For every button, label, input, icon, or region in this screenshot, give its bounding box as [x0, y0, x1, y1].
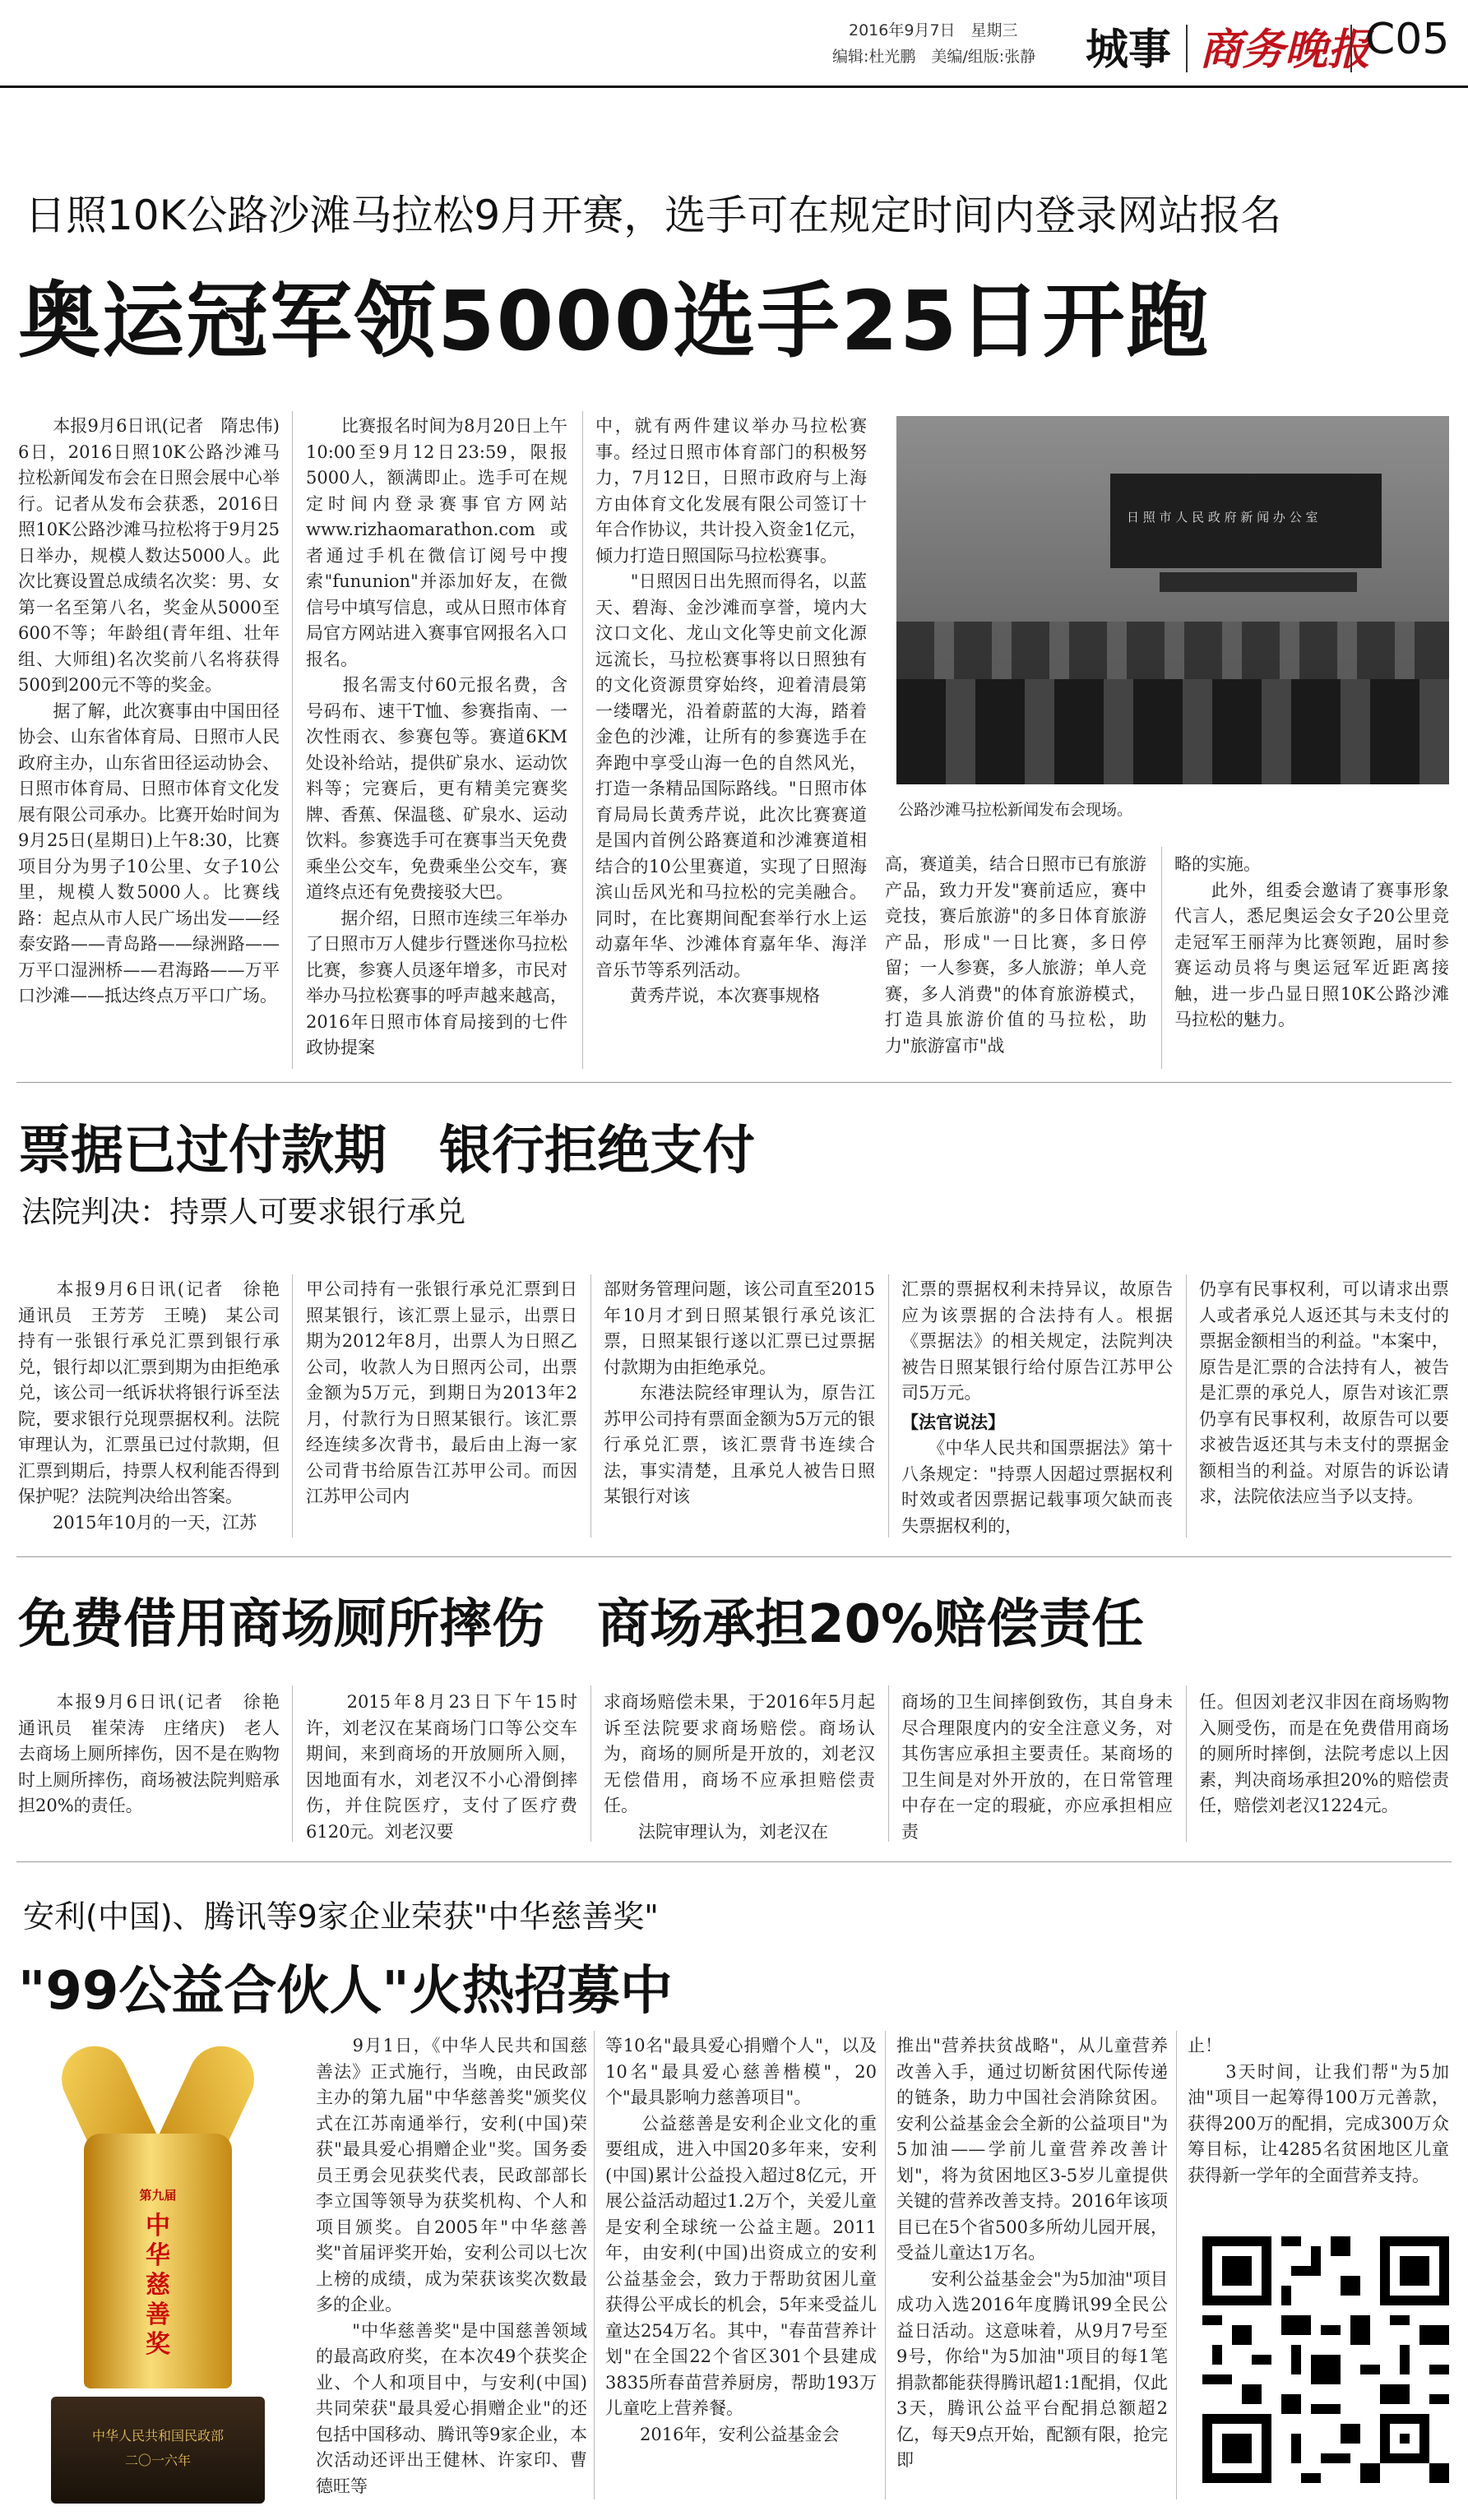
speaker-table: [1160, 572, 1357, 592]
section-title: 城事: [1086, 25, 1172, 75]
trophy-award-char: 慈: [146, 2271, 170, 2300]
issue-date: 2016年9月7日 星期三: [849, 21, 1018, 39]
story3-column-1: 本报9月6日讯(记者 徐艳 通讯员 崔荣涛 庄绪庆) 老人去商场上厕所摔伤，因不是在购物时上厕所摔伤，商场被法院判赔承担20%的责任。: [18, 1692, 297, 1815]
qr-code-icon: [1202, 2236, 1449, 2483]
section-rule: [16, 1556, 1452, 1557]
section-rule: [16, 1861, 1452, 1862]
column-divider: [885, 2031, 886, 2499]
column-divider: [888, 1685, 889, 1842]
backdrop-banner-text: 日 照 市 人 民 政 府 新 闻 办 公 室: [1127, 510, 1318, 525]
trophy-award-char: 中: [146, 2212, 170, 2240]
story3-column-4: 商场的卫生间摔倒致伤，其自身未尽合理限度内的安全注意义务，对其伤害应承担主要责任。某商场的卫生间是对外开放的，在日常管理中存在一定的瑕疵，亦应承担相应责: [901, 1692, 1173, 1842]
paper-logo: 商务晚报: [1199, 25, 1371, 75]
story2-subhead: 法院判决：持票人可要求银行承兑: [21, 1195, 466, 1229]
column-divider: [1176, 2031, 1177, 2499]
column-divider: [1186, 1685, 1187, 1842]
section-rule: [16, 1082, 1452, 1083]
story3-headline: 免费借用商场厕所摔伤 商场承担20%赔偿责任: [18, 1594, 1145, 1655]
trophy-award-char: 善: [146, 2300, 170, 2329]
story2-column-2: 甲公司持有一张银行承兑汇票到日照某银行，该汇票上显示，出票日期为2012年8月，出票人为日照乙公司，收款人为日照丙公司，出票金额为5万元，到期日为2013年2月，付款行为日照某银行。该汇票经连续多次背书，最后由上海一家公司背书给原告江苏甲公司。而因江苏甲公司内: [306, 1279, 577, 1506]
trophy-award-char: 华: [146, 2241, 170, 2270]
column-divider: [590, 1274, 591, 1537]
press-conference-photo: [896, 416, 1449, 784]
masthead-rule: [0, 86, 1468, 88]
story3-column-2: 2015年8月23日下午15时许，刘老汉在某商场门口等公交车期间，来到商场的开放厕所入厕，因地面有水，刘老汉不小心滑倒摔伤，并住院医疗，支付了医疗费6120元。刘老汉要: [306, 1692, 577, 1842]
column-divider: [888, 1274, 889, 1537]
story3-column-5: 任。但因刘老汉非因在商场购物入厕受伤，而是在免费借用商场的厕所时摔倒，法院考虑以上因素，判决商场承担20%的赔偿责任，赔偿刘老汉1224元。: [1199, 1692, 1449, 1815]
audience-front-rows: [896, 679, 1449, 784]
trophy-award-char: 奖: [146, 2330, 170, 2359]
trophy-photo: [18, 2043, 298, 2508]
column-divider: [582, 411, 583, 1069]
column-divider: [1161, 847, 1162, 1069]
story2-column-4b: 《中华人民共和国票据法》第十八条规定："持票人因超过票据权利时效或者因票据记载事项欠缺而丧失票据权利的，: [901, 1438, 1173, 1536]
trophy-base-year: 二〇一六年: [124, 2453, 191, 2468]
masthead-divider: [1350, 25, 1352, 72]
story4-column-2: 等10名"最具爱心捐赠个人"，以及10名"最具爱心慈善楷模"，20个"最具影响力慈善项目"。 公益慈善是安利企业文化的重要组成，进入中国20多年来，安利(中国)累计公益投入超过8亿元，开展公益活动超过1.2万个，关爱儿童是安利全球统一公益主题。2011年，由安利(中国)出资成立的安利公益基金会，致力于帮助贫困儿童获得公平成长的机会，5年来受益儿童达254万名。其中，"春苗营养计划"在全国22个省区301个县建成3835所春苗营养厨房，帮助193万儿童吃上营养餐。 2016年，安利公益基金会: [605, 2036, 877, 2444]
story4-column-3: 推出"营养扶贫战略"，从儿童营养改善入手，通过切断贫困代际传递的链条，助力中国社会消除贫困。安利公益基金会全新的公益项目"为5加油——学前儿童营养改善计划"，将为贫困地区3-5岁儿童提供关键的营养改善支持。2016年该项目已在5个省500多所幼儿园开展，受益儿童达1万名。 安利公益基金会"为5加油"项目成功入选2016年度腾讯99全民公益日活动。这意味着，从9月7号至9号，你给"为5加油"项目的每1笔捐款都能获得腾讯超1:1配捐，仅此3天，腾讯公益平台配捐总额超2亿，每天9点开始，配额有限，抢完即: [896, 2036, 1168, 2470]
story1-column-3: 中，就有两件建议举办马拉松赛事。经过日照市体育部门的积极努力，7月12日，日照市政府与上海方由体育文化发展有限公司签订十年合作协议，共计投入资金1亿元，倾力打造日照国际马拉松赛事。 "日照因日出先照而得名，以蓝天、碧海、金沙滩而享誉，境内大汶口文化、龙山文化等史前文化源远流长，马拉松赛事将以日照独有的文化资源贯穿始终，迎着清晨第一缕曙光，沿着蔚蓝的大海，踏着金色的沙滩，让所有的参赛选手在奔跑中享受山海一色的自然风光，打造一条精品国际路线。"日照市体育局局长黄秀芹说，此次比赛赛道是国内首例公路赛道和沙滩赛道相结合的10公里赛道，实现了日照海滨山岳风光和马拉松的完美融合。同时，在比赛期间配套举行水上运动嘉年华、沙滩体育嘉年华、海洋音乐节等系列活动。 黄秀芹说，本次赛事规格: [595, 416, 867, 1006]
story4-kicker: 安利(中国)、腾讯等9家企业荣获"中华慈善奖": [23, 1898, 659, 1935]
story1-kicker: 日照10K公路沙滩马拉松9月开赛，选手可在规定时间内登录网站报名: [25, 192, 1282, 239]
story1-headline: 奥运冠军领5000选手25日开跑: [18, 273, 1211, 369]
story4-column-4: 止！ 3天时间，让我们帮"为5加油"项目一起筹得100万元善款，获得200万的配捐，完成300万众筹目标，让4285名贫困地区儿童获得新一学年的全面营养支持。: [1188, 2036, 1449, 2185]
column-divider: [292, 1685, 293, 1842]
story1-column-5: 略的实施。 此外，组委会邀请了赛事形象代言人，悉尼奥运会女子20公里竞走冠军王丽萍为比赛领跑，届时参赛运动员将与奥运冠军近距离接触，进一步凸显日照10K公路沙滩马拉松的魅力。: [1174, 854, 1449, 1029]
qr-code[interactable]: [1202, 2236, 1449, 2483]
column-divider: [594, 2031, 595, 2499]
story1-column-1: 本报9月6日讯(记者 隋忠伟) 6日，2016日照10K公路沙滩马拉松新闻发布会在日照会展中心举行。记者从发布会获悉，2016日照10K公路沙滩马拉松将于9月25日举办，规模人数达5000人。此次比赛设置总成绩名次奖：男、女第一名至第八名，奖金从5000至600不等；年龄组(青年组、壮年组、大师组)名次奖前八名将获得500到200元不等的奖金。 据了解，此次赛事由中国田径协会、山东省体育局、日照市人民政府主办，山东省田径运动协会、日照市体育局、日照市体育文化发展有限公司承办。比赛开始时间为9月25日(星期日)上午8:30，比赛项目分为男子10公里、女子10公里，规模人数5000人。比赛线路：起点从市人民广场出发——经泰安路——青岛路——绿洲路——万平口湿洲桥——君海路——万平口沙滩——抵达终点万平口广场。: [18, 416, 280, 1006]
column-divider: [590, 1685, 591, 1842]
page-number: C05: [1365, 15, 1450, 64]
story3-column-3: 求商场赔偿未果，于2016年5月起诉至法院要求商场赔偿。商场认为，商场的厕所是开放的，刘老汉无偿借用，商场不应承担赔偿责任。 法院审理认为，刘老汉在: [604, 1692, 875, 1842]
judge-says-label: 【法官说法】: [901, 1413, 1005, 1432]
column-divider: [1186, 1274, 1187, 1537]
story2-column-5: 仍享有民事权利，可以请求出票人或者承兑人返还其与未支付的票据金额相当的利益。"本案中，原告是汇票的合法持有人，被告是汇票的承兑人，原告对该汇票仍享有民事权利，故原告可以要求被告返还其与未支付的票据金额相当的利益。对原告的诉讼请求，法院依法应当予以支持。: [1199, 1279, 1449, 1506]
masthead-divider: [1186, 25, 1188, 72]
column-divider: [292, 411, 293, 1069]
trophy-base-label: 中华人民共和国民政部: [91, 2428, 224, 2444]
story1-column-2: 比赛报名时间为8月20日上午10:00至9月12日23:59，限报5000人，额满即止。选手可在规定时间内登录赛事官方网站www.rizhaomarathon.com或者通过手机在微信订阅号中搜索"fununion"并添加好友，在微信号中填写信息，或从日照市体育局官方网站进入赛事官网报名入口报名。 报名需支付60元报名费，含号码布、速干T恤、参赛指南、一次性雨衣、参赛包等。赛道6KM处设补给站，提供矿泉水、运动饮料等；完赛后，更有精美完赛奖牌、香蕉、保温毯、矿泉水、运动饮料。参赛选手可在赛事当天免费乘坐公交车，免费乘坐公交车，赛道终点还有免费接驳大巴。 据介绍，日照市连续三年举办了日照市万人健步行暨迷你马拉松比赛，参赛人员逐年增多，市民对举办马拉松赛事的呼声越来越高，2016年日照市体育局接到的七件政协提案: [306, 416, 567, 1057]
story1-column-4: 高，赛道美，结合日照市已有旅游产品，致力开发"赛前适应，赛中竞技，赛后旅游"的多日体育旅游产品，形成"一日比赛，多日停留；一人参赛，多人旅游；单人竞赛，多人消费"的体育旅游模式，打造具旅游价值的马拉松，助力"旅游富市"战: [885, 854, 1146, 1056]
trophy-year-label: 第九届: [139, 2188, 177, 2203]
photo-caption: 公路沙滩马拉松新闻发布会现场。: [898, 801, 1133, 819]
story2-column-3: 部财务管理问题，该公司直至2015年10月才到日照某银行承兑该汇票，日照某银行遂以汇票已过票据付款期为由拒绝承兑。 东港法院经审理认为，原告江苏甲公司持有票面金额为5万元的银行承兑汇票，该汇票背书连续合法，事实清楚，且承兑人被告日照某银行对该: [604, 1279, 875, 1506]
story4-column-1: 9月1日，《中华人民共和国慈善法》正式施行，当晚，由民政部主办的第九届"中华慈善奖"颁奖仪式在江苏南通举行，安利(中国)荣获"最具爱心捐赠企业"奖。国务委员王勇会见获奖代表，民政部部长李立国等领导为获奖机构、个人和项目颁奖。自2005年"中华慈善奖"首届评奖开始，安利公司以七次上榜的成绩，成为荣获该奖次数最多的企业。 "中华慈善奖"是中国慈善领域的最高政府奖，在本次49个获奖企业、个人和项目中，与安利(中国)共同荣获"最具爱心捐赠企业"的还包括中国移动、腾讯等9家企业，本次活动还评出王健林、许家印、曹德旺等: [316, 2036, 587, 2496]
story2-column-1: 本报9月6日讯(记者 徐艳 通讯员 王芳芳 王曉) 某公司持有一张银行承兑汇票到银行承兑，银行却以汇票到期为由拒绝承兑，该公司一纸诉状将银行诉至法院，要求银行兑现票据权利。法院审理认为，汇票虽已过付款期，但汇票到期后，持票人权利能否得到保护呢？法院判决给出答案。 2015年10月的一天，江苏: [18, 1279, 280, 1533]
story2-column-4a: 汇票的票据权利未持异议，故原告应为该票据的合法持有人。根据《票据法》的相关规定，法院判决被告日照某银行给付原告江苏甲公司5万元。: [901, 1279, 1173, 1403]
column-divider: [292, 1274, 293, 1537]
story4-headline: "99公益合伙人"火热招募中: [18, 1961, 673, 2022]
editor-credits: 编辑:杜光鹏 美编/组版:张静: [832, 48, 1036, 66]
story2-headline: 票据已过付款期 银行拒绝支付: [18, 1121, 755, 1181]
